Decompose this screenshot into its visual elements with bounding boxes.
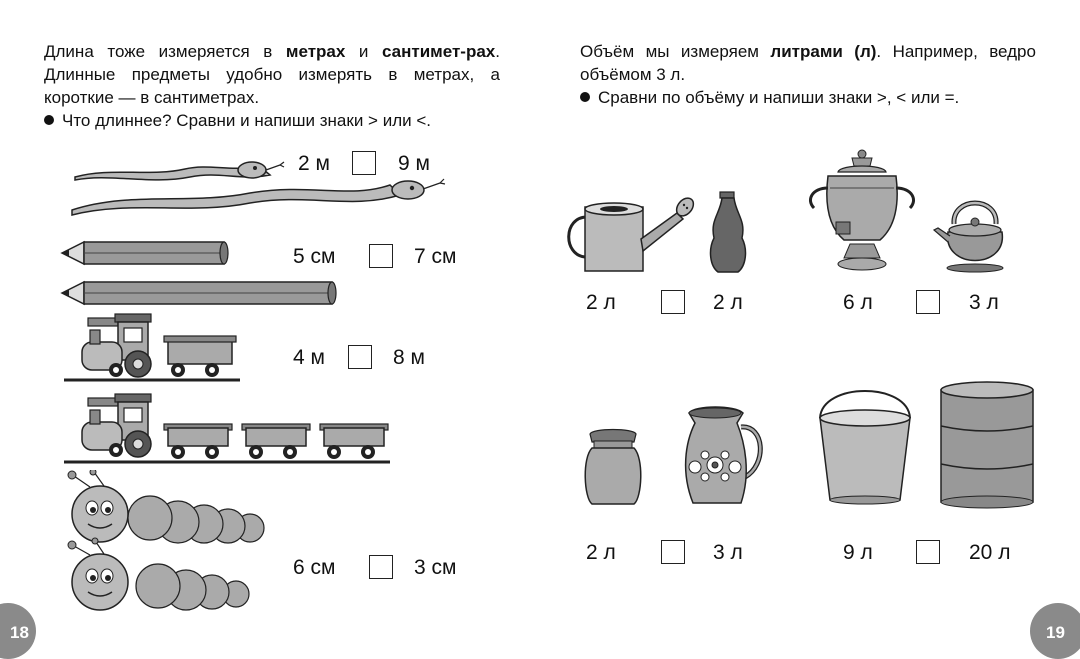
caterpillars-illustration: [60, 470, 270, 615]
answer-box[interactable]: [661, 540, 685, 564]
kettle-illustration: [930, 190, 1020, 276]
bullet-icon: [44, 115, 54, 125]
right-intro-text: Объём мы измеряем литрами (л). Например, ведро объёмом 3 л. Сравни по объёму и напиши знаки >, < или =.: [580, 42, 1036, 107]
jug-illustration: [675, 403, 767, 511]
compare-left-value: 5 см: [293, 245, 336, 268]
compare-right-value: 9 м: [398, 152, 430, 175]
answer-box[interactable]: [369, 555, 393, 579]
barrel-illustration: [935, 380, 1040, 510]
samovar-illustration: [800, 148, 925, 276]
page-number-right: 19: [1030, 603, 1080, 659]
right-task: Сравни по объёму и напиши знаки >, < или =.: [580, 86, 1036, 109]
jar-illustration: [582, 428, 644, 508]
compare-left-value: 6 л: [843, 291, 873, 314]
bullet-icon: [580, 92, 590, 102]
page-number-left: 18: [0, 603, 36, 659]
compare-left-value: 4 м: [293, 346, 325, 369]
long-train-illustration: [60, 392, 395, 467]
compare-right-value: 20 л: [969, 541, 1011, 564]
compare-left-value: 6 см: [293, 556, 336, 579]
answer-box[interactable]: [348, 345, 372, 369]
compare-right-value: 3 л: [969, 291, 999, 314]
answer-box[interactable]: [916, 540, 940, 564]
left-task: Что длиннее? Сравни и напиши знаки > или <.: [44, 109, 500, 132]
answer-box[interactable]: [369, 244, 393, 268]
compare-right-value: 3 см: [414, 556, 457, 579]
compare-left-value: 2 л: [586, 291, 616, 314]
bucket-illustration: [812, 388, 918, 506]
compare-left-value: 2 м: [298, 152, 330, 175]
answer-box[interactable]: [661, 290, 685, 314]
compare-left-value: 2 л: [586, 541, 616, 564]
compare-right-value: 3 л: [713, 541, 743, 564]
compare-left-value: 9 л: [843, 541, 873, 564]
compare-right-value: 2 л: [713, 291, 743, 314]
compare-right-value: 7 см: [414, 245, 457, 268]
short-train-illustration: [60, 312, 245, 387]
compare-right-value: 8 м: [393, 346, 425, 369]
answer-box[interactable]: [916, 290, 940, 314]
vase-illustration: [706, 190, 750, 275]
left-intro-text: Длина тоже измеряется в метрах и сантимет-рах. Длинные предметы удобно измерять в метрах, а короткие — в сантиметрах. Что длиннее? Сравни и напиши знаки > или <.: [44, 42, 500, 130]
answer-box[interactable]: [352, 151, 376, 175]
watering-can-illustration: [565, 195, 695, 275]
